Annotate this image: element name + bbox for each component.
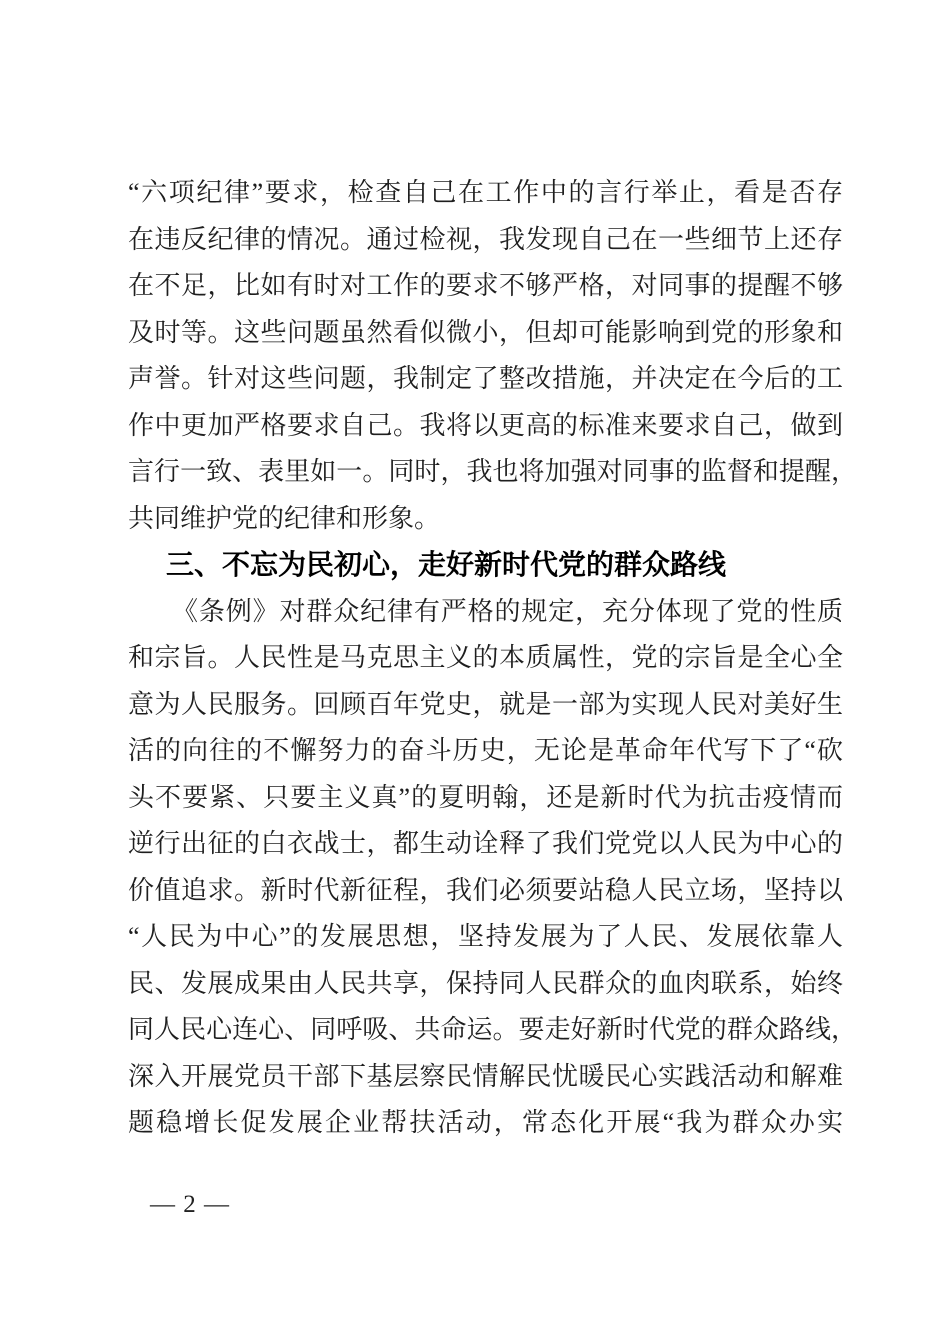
text-line: 题稳增长促发展企业帮扶活动，常态化开展“我为群众办实 <box>128 1108 843 1137</box>
text-line: 民、发展成果由人民共享，保持同人民群众的血肉联系，始终 <box>128 968 843 998</box>
text-line: 作中更加严格要求自己。我将以更高的标准来要求自己，做到 <box>128 410 843 440</box>
text-line: 价值追求。新时代新征程，我们必须要站稳人民立场，坚持以 <box>128 875 843 905</box>
text-line: 同人民心连心、同呼吸、共命运。要走好新时代党的群众路线， <box>128 1015 857 1044</box>
text-line: “六项纪律”要求，检查自己在工作中的言行举止，看是否存 <box>128 178 843 207</box>
page-number: — 2 — <box>150 1191 230 1218</box>
text-line: 活的向往的不懈努力的奋斗历史，无论是革命年代写下了“砍 <box>128 736 843 765</box>
section-heading-three: 三、不忘为民初心，走好新时代党的群众路线 <box>166 549 727 580</box>
text-line: 言行一致、表里如一。同时，我也将加强对同事的监督和提醒， <box>128 457 857 486</box>
text-line: 在不足，比如有时对工作的要求不够严格，对同事的提醒不够 <box>128 271 843 300</box>
text-line: 《条例》对群众纪律有严格的规定，充分体现了党的性质 <box>172 596 843 626</box>
text-line: 声誉。针对这些问题，我制定了整改措施，并决定在今后的工 <box>128 364 843 393</box>
text-line: 意为人民服务。回顾百年党史，就是一部为实现人民对美好生 <box>128 689 843 719</box>
text-line: 和宗旨。人民性是马克思主义的本质属性，党的宗旨是全心全 <box>128 643 843 672</box>
text-line: 头不要紧、只要主义真”的夏明翰，还是新时代为抗击疫情而 <box>128 782 843 812</box>
text-line: 逆行出征的白衣战士，都生动诠释了我们党党以人民为中心的 <box>128 829 843 858</box>
text-line: “人民为中心”的发展思想，坚持发展为了人民、发展依靠人 <box>128 922 843 951</box>
text-block <box>128 170 857 1147</box>
text-line: 共同维护党的纪律和形象。 <box>128 503 441 533</box>
text-line: 及时等。这些问题虽然看似微小，但却可能影响到党的形象和 <box>128 317 843 347</box>
text-line: 深入开展党员干部下基层察民情解民忧暖民心实践活动和解难 <box>128 1061 843 1091</box>
text-line: 在违反纪律的情况。通过检视，我发现自己在一些细节上还存 <box>128 224 843 254</box>
